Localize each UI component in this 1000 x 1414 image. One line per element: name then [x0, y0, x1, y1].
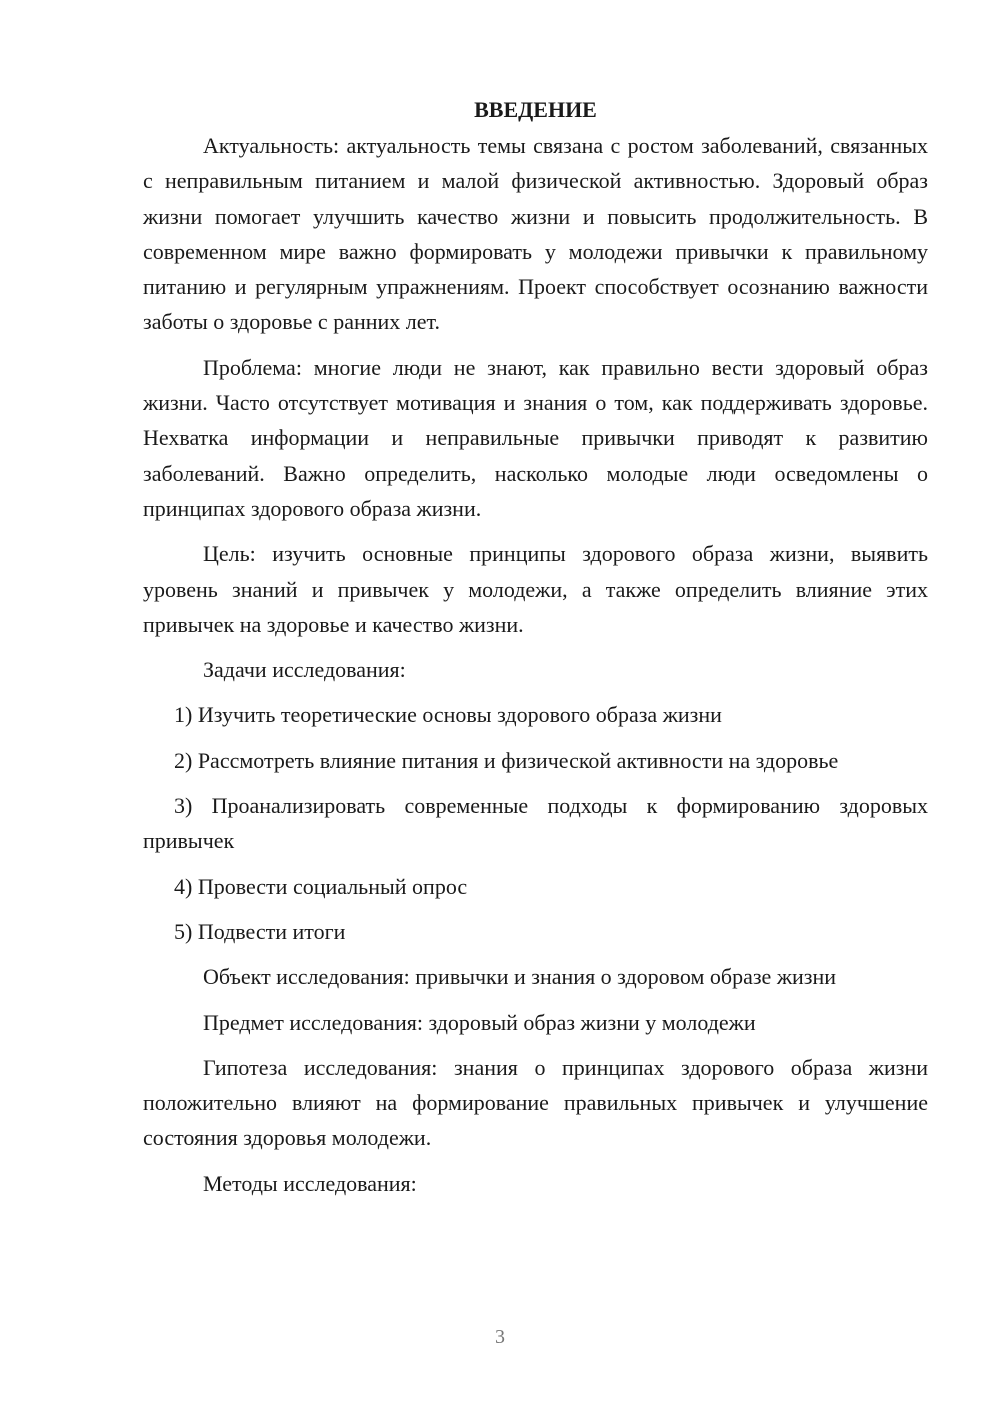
- list-item: 2) Рассмотреть влияние питания и физической активности на здоровье: [174, 747, 839, 773]
- list-item: 5) Подвести итоги: [174, 918, 346, 944]
- page-number: 3: [495, 1326, 505, 1348]
- goal-paragraph: Цель: изучить основные принципы здорового образа жизни, выявить уровень знаний и привычек у молодежи, а также определить влияние этих привычек на здоровье и качество жизни.: [143, 541, 928, 637]
- list-item: 4) Провести социальный опрос: [174, 873, 468, 899]
- problem-paragraph: Проблема: многие люди не знают, как правильно вести здоровый образ жизни. Часто отсутствует мотивация и знания о том, как поддерживать здоровье. Нехватка информации и неправильные привычки приводят к развитию заболеваний. Важно определить, насколько молодые люди осведомлены о принципах здорового образа жизни.: [143, 354, 928, 521]
- object-paragraph: Объект исследования: привычки и знания о здоровом образе жизни: [203, 964, 837, 990]
- methods-title: Методы исследования:: [203, 1170, 417, 1196]
- relevance-paragraph: Актуальность: актуальность темы связана с ростом заболеваний, связанных с неправильным питанием и малой физической активностью. Здоровый образ жизни помогает улучшить качество жизни и повысить продолжительность. В современном мире важно формировать у молодежи привычки к правильному питанию и регулярным упражнениям. Проект способствует осознанию важности заботы о здоровье с ранних лет.: [143, 133, 928, 335]
- list-item: 1) Изучить теоретические основы здорового образа жизни: [174, 702, 722, 728]
- document-page: [143, 92, 928, 1201]
- list-item: 3) Проанализировать современные подходы к формированию здоровых привычек: [143, 793, 928, 854]
- subject-paragraph: Предмет исследования: здоровый образ жизни у молодежи: [203, 1009, 756, 1035]
- tasks-title: Задачи исследования:: [203, 657, 406, 683]
- hypothesis-paragraph: Гипотеза исследования: знания о принципах здорового образа жизни положительно влияют на формирование правильных привычек и улучшение состояния здоровья молодежи.: [143, 1054, 928, 1151]
- page-title: ВВЕДЕНИЕ: [474, 97, 597, 122]
